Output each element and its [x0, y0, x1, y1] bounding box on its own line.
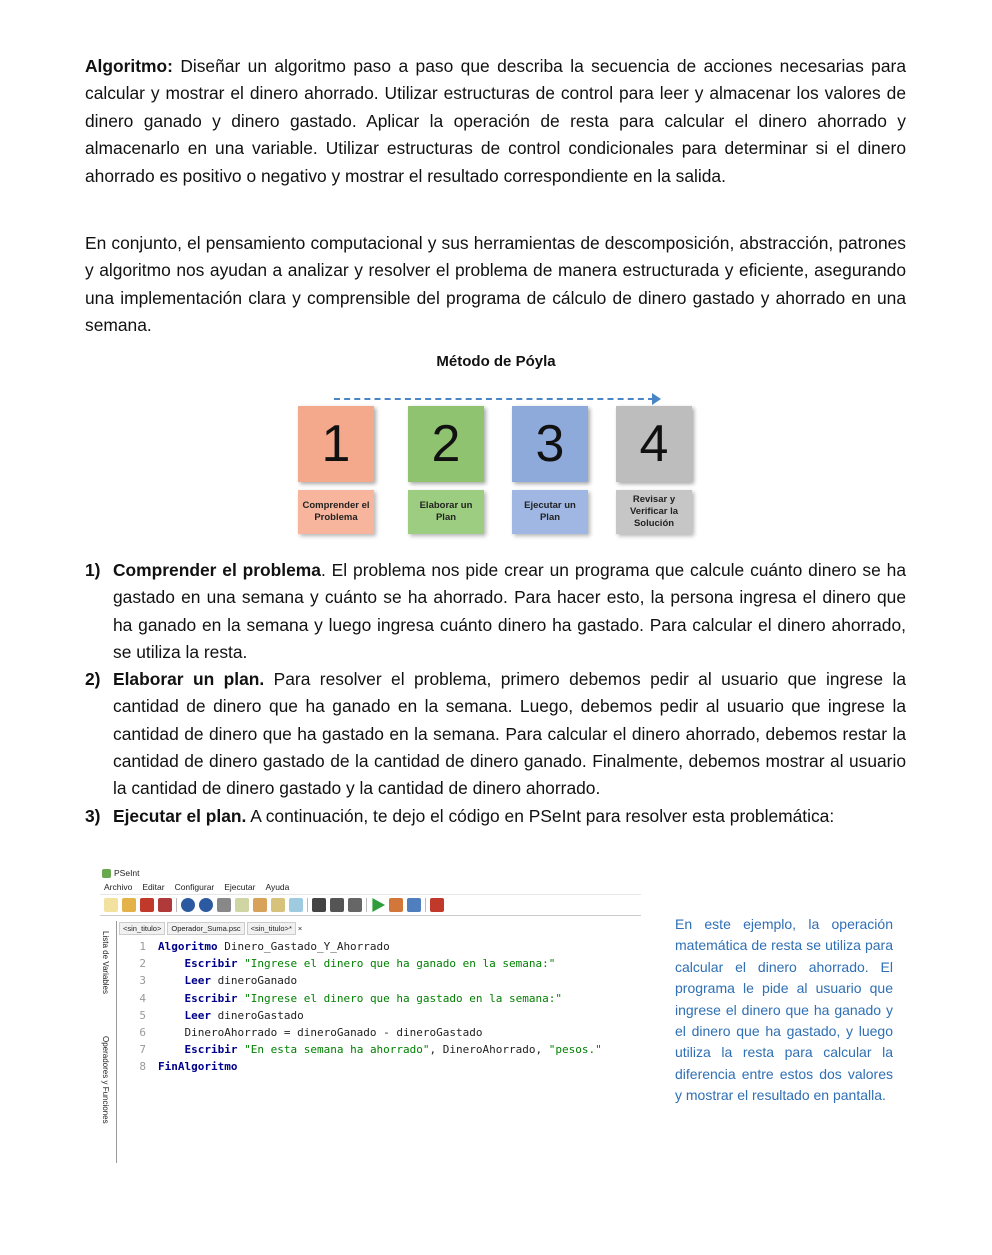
- code-line: [118, 1041, 641, 1058]
- line-number: 2: [139, 957, 146, 971]
- algorithm-text: Diseñar un algoritmo paso a paso que describa la secuencia de acciones necesarias para calcular y mostrar el dinero ahorrado. Utilizar estructuras de control para leer y almacenar los valores de dinero ganado y dinero gastado. Aplicar la operación de resta para calcular el dinero ahorrado y almacenarlo en una variable. Utilizar estructuras de control condicionales para determinar si el dinero ahorrado es positivo o negativo y mostrar el resultado correspondiente en la salida.: [85, 56, 906, 186]
- code-text: dineroGanado: [211, 974, 298, 988]
- save-icon[interactable]: [140, 898, 154, 912]
- run-icon[interactable]: [371, 898, 385, 912]
- code-indent: [158, 957, 185, 970]
- code-keyword: Escribir: [184, 957, 238, 971]
- code-keyword: FinAlgoritmo: [158, 1060, 238, 1074]
- list-item-heading: Comprender el problema: [113, 560, 321, 580]
- find-prev-icon[interactable]: [330, 898, 344, 912]
- code-indent: [158, 1043, 185, 1056]
- toolbar-divider: [425, 898, 426, 912]
- list-item-heading: Elaborar un plan.: [113, 669, 265, 690]
- list-item-text: A continuación, te dejo el código en PSeInt para resolver esta problemática:: [246, 805, 835, 826]
- polya-diagram: [298, 392, 698, 542]
- line-number: 4: [139, 991, 146, 1005]
- toolbar-divider: [307, 898, 308, 912]
- line-number: 3: [139, 974, 146, 988]
- line-number: 5: [139, 1008, 146, 1022]
- code-keyword: Escribir: [184, 1043, 238, 1057]
- polya-step: [298, 406, 374, 534]
- toolbar-divider: [366, 898, 367, 912]
- menu-item[interactable]: Ayuda: [265, 882, 290, 892]
- editor-tabs: [119, 922, 302, 935]
- code-indent: [158, 992, 185, 1005]
- polya-step: [616, 406, 692, 534]
- code-line: [118, 1058, 641, 1075]
- arrow-head-icon: [652, 393, 661, 405]
- menu-bar: [100, 880, 641, 894]
- progress-arrow-line: [334, 398, 654, 400]
- editor-tab[interactable]: Operador_Suma.psc: [167, 922, 244, 935]
- code-line: [118, 938, 641, 955]
- code-keyword: Escribir: [184, 991, 238, 1005]
- code-string: "Ingrese el dinero que ha ganado en la semana:": [244, 957, 556, 971]
- redo-icon[interactable]: [199, 898, 213, 912]
- algorithm-heading: Algoritmo:: [85, 56, 173, 76]
- step-icon[interactable]: [389, 898, 403, 912]
- code-line: [118, 990, 641, 1007]
- code-line: [118, 955, 641, 972]
- line-number: 7: [139, 1043, 146, 1057]
- polya-step: [512, 406, 588, 534]
- list-item: [85, 557, 906, 666]
- code-indent: [158, 974, 185, 987]
- step-label: Elaborar un Plan: [408, 490, 484, 534]
- paste-icon[interactable]: [253, 898, 267, 912]
- step-label: Ejecutar un Plan: [512, 490, 588, 534]
- code-line: [118, 1024, 641, 1041]
- side-panel: [100, 921, 117, 1163]
- editor-tab[interactable]: <sin_titulo>*: [247, 922, 296, 935]
- code-text: , DineroAhorrado,: [429, 1043, 549, 1057]
- step-number: 1: [298, 406, 374, 482]
- pseint-logo-icon: [102, 869, 111, 878]
- summary-paragraph: En conjunto, el pensamiento computacional y sus herramientas de descomposición, abstracción, patrones y algoritmo nos ayudan a analizar y resolver el problema de manera estructurada y eficiente, asegurando una implementación clara y comprensible del programa de cálculo de dinero gastado y ahorrado en una semana.: [85, 233, 906, 336]
- steps-list: [85, 557, 906, 830]
- code-keyword: Algoritmo: [158, 940, 218, 953]
- line-number: 6: [139, 1025, 146, 1039]
- code-line: [118, 1007, 641, 1024]
- figure-title: Método de Póyla: [436, 353, 556, 370]
- code-indent: [158, 1009, 185, 1022]
- code-text: dineroGastado: [211, 1008, 304, 1022]
- code-keyword: Leer: [184, 1008, 211, 1022]
- menu-item[interactable]: Configurar: [174, 882, 215, 892]
- toolbar-divider: [176, 898, 177, 912]
- list-item-text: Para resolver el problema, primero debemos pedir al usuario que ingrese la cantidad de dinero que ha ganado en la semana. Luego, debemos pedir al usuario que ingrese la cantidad de dinero que ha gastado en la semana. Para calcular el dinero ahorrado, debemos restar la cantidad de dinero gastado de la cantidad de dinero ganado. Finalmente, debemos mostrar al usuario la cantidad de dinero gastado y la cantidad de dinero ahorrado.: [113, 669, 906, 799]
- code-string: "pesos.": [548, 1043, 602, 1057]
- list-item-text: . El problema nos pide crear un programa que calcule cuánto dinero se ha gastado en una semana y cuánto se ha ahorrado. Para hacer esto, la persona ingresa el dinero que ha ganado en la semana y luego ingresa cuánto dinero ha gastado. Para calcular el dinero ahorrado, se utiliza la resta.: [113, 560, 906, 662]
- editor-tab[interactable]: <sin_titulo>: [119, 922, 165, 935]
- help-icon[interactable]: [430, 898, 444, 912]
- app-titlebar: [100, 866, 641, 880]
- app-title: PSeInt: [114, 868, 140, 878]
- undo-icon[interactable]: [181, 898, 195, 912]
- list-number: 3): [85, 805, 101, 826]
- polya-step: [408, 406, 484, 534]
- code-keyword: Leer: [184, 974, 211, 988]
- code-indent: [158, 1026, 185, 1039]
- line-number: 8: [139, 1060, 146, 1074]
- list-number: 2): [85, 669, 101, 690]
- line-number: 1: [139, 940, 146, 953]
- flowchart-icon[interactable]: [407, 898, 421, 912]
- step-label: Comprender el Problema: [298, 490, 374, 534]
- list-number: 1): [85, 560, 101, 580]
- code-text: DineroAhorrado = dineroGanado - dineroGastado: [184, 1025, 483, 1039]
- new-file-icon[interactable]: [104, 898, 118, 912]
- menu-item[interactable]: Editar: [142, 882, 165, 892]
- operators-panel-label[interactable]: Operadores y Funciones: [101, 1036, 110, 1124]
- toolbar: [100, 894, 641, 916]
- algorithm-paragraph: [85, 53, 906, 190]
- copy-icon[interactable]: [235, 898, 249, 912]
- code-text: Dinero_Gastado_Y_Ahorrado: [217, 940, 390, 953]
- step-number: 3: [512, 406, 588, 482]
- list-item: [85, 666, 906, 802]
- code-string: "En esta semana ha ahorrado": [244, 1043, 430, 1057]
- pseint-screenshot: [100, 866, 641, 1163]
- step-label: Revisar y Verificar la Solución: [616, 490, 692, 534]
- replace-icon[interactable]: [348, 898, 362, 912]
- code-string: "Ingrese el dinero que ha gastado en la semana:": [244, 991, 562, 1005]
- debug-view-icon[interactable]: [289, 898, 303, 912]
- variables-panel-label[interactable]: Lista de Variables: [101, 931, 110, 994]
- find-icon[interactable]: [312, 898, 326, 912]
- side-note: En este ejemplo, la operación matemática de resta se utiliza para calcular el dinero ahorrado. El programa le pide al usuario que ingrese el dinero que ha ganado y el dinero que ha gastado, y luego utiliza la resta para calcular la diferencia entre estos dos valores y mostrar el resultado en pantalla.: [675, 916, 893, 1104]
- close-tab-icon[interactable]: ×: [297, 924, 303, 933]
- code-editor[interactable]: [118, 938, 641, 1076]
- list-item: [85, 803, 906, 830]
- step-number: 2: [408, 406, 484, 482]
- save-as-icon[interactable]: [158, 898, 172, 912]
- menu-item[interactable]: Archivo: [104, 882, 133, 892]
- code-line: [118, 972, 641, 989]
- cut-icon[interactable]: [217, 898, 231, 912]
- step-number: 4: [616, 406, 692, 482]
- open-file-icon[interactable]: [122, 898, 136, 912]
- list-item-heading: Ejecutar el plan.: [113, 805, 247, 826]
- indent-icon[interactable]: [271, 898, 285, 912]
- menu-item[interactable]: Ejecutar: [224, 882, 256, 892]
